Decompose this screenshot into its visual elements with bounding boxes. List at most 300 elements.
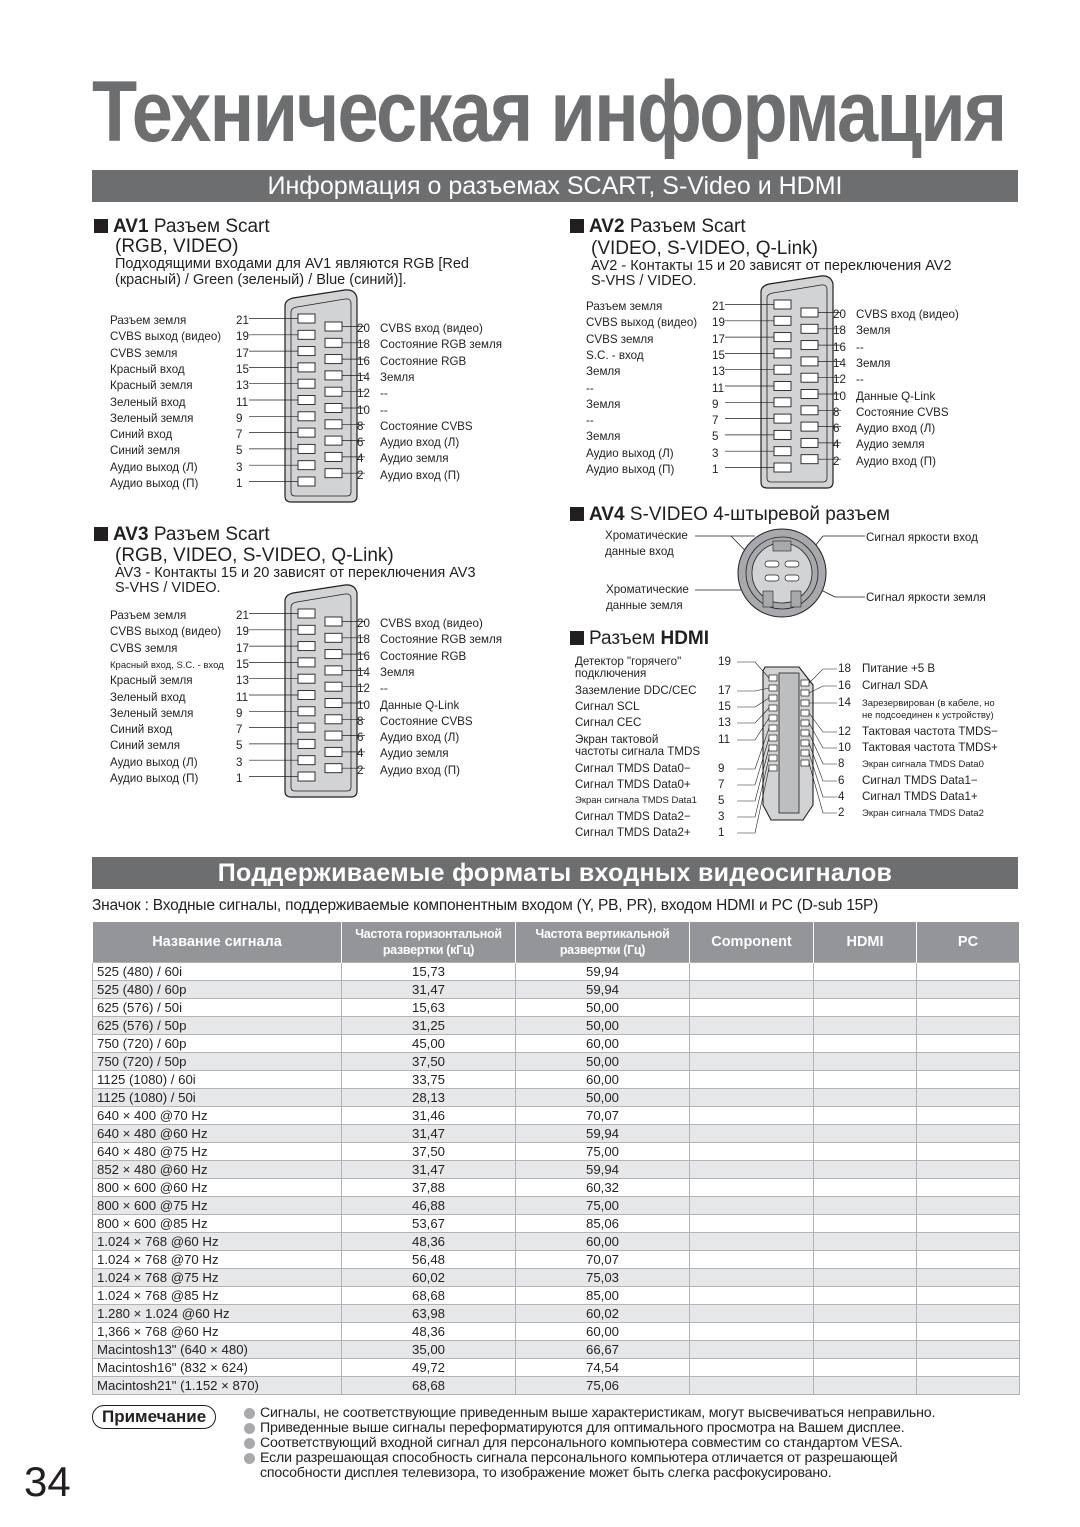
scart-pin [801, 324, 818, 333]
pin-label: Экран тактовой [575, 733, 659, 746]
scart-connector-icon [245, 288, 365, 518]
pin-number: 14 [833, 356, 846, 370]
pin-number: 11 [236, 395, 249, 409]
pin-label: CVBS земля [110, 641, 178, 655]
pin-label: Красный вход, S.C. - вход [110, 659, 224, 671]
pin-number: 10 [838, 741, 851, 754]
hdmi-cell [814, 1160, 917, 1178]
pin-label: Детектор "горячего" [575, 655, 682, 668]
pin-number: 11 [718, 733, 731, 746]
hdmi-cell [814, 1358, 917, 1376]
av3-desc-1: AV3 - Контакты 15 и 20 зависят от переключения AV3 [115, 565, 476, 581]
hdmi-pin [801, 690, 809, 696]
signal-name-cell: 625 (576) / 50p [93, 1016, 342, 1034]
pin-label: Заземление DDC/CEC [575, 684, 697, 697]
vfreq-cell: 85,00 [516, 1286, 690, 1304]
signal-name-cell: 750 (720) / 60p [93, 1034, 342, 1052]
pc-cell [917, 1088, 1020, 1106]
pin-label: -- [380, 403, 388, 417]
table-row [93, 1286, 1020, 1304]
pin-label: Аудио выход (Л) [586, 446, 674, 460]
pin-number: 6 [833, 422, 840, 436]
col-header-name: Название сигнала [93, 922, 342, 962]
scart-pin [298, 330, 315, 339]
pin-number: 18 [833, 324, 846, 338]
pc-cell [917, 1232, 1020, 1250]
scart-pin [774, 333, 791, 342]
pin-number: 8 [838, 757, 845, 770]
table-row [93, 1196, 1020, 1214]
pin-label: -- [380, 387, 388, 401]
vfreq-cell: 60,02 [516, 1304, 690, 1322]
scart-pin [298, 772, 315, 781]
hdmi-cell [814, 1070, 917, 1088]
signal-name-cell: 852 × 480 @60 Hz [93, 1160, 342, 1178]
pin-label: CVBS вход (видео) [380, 617, 483, 630]
formats-table [92, 922, 1020, 1395]
pin-label: -- [380, 682, 388, 696]
scart-pin [325, 699, 342, 708]
hdmi-pin [769, 675, 777, 681]
pin-label: CVBS выход (видео) [110, 330, 222, 344]
hdmi-cell [814, 980, 917, 998]
signal-name-cell: 800 × 600 @75 Hz [93, 1196, 342, 1214]
signal-name-cell: Macintosh13" (640 × 480) [93, 1340, 342, 1358]
pin-number: 6 [838, 774, 845, 787]
hdmi-cell [814, 1034, 917, 1052]
scart-pin [325, 436, 342, 445]
pin-number: 2 [833, 454, 840, 468]
pin-number: 19 [718, 655, 731, 668]
signal-name-cell: 1.024 × 768 @60 Hz [93, 1232, 342, 1250]
pin-number: 8 [833, 405, 840, 419]
pin-label: Зарезервирован (в кабеле, но [862, 698, 995, 709]
notes-list [244, 1406, 1024, 1481]
signal-name-cell: 1.280 × 1.024 @60 Hz [93, 1304, 342, 1322]
component-cell [690, 998, 814, 1016]
hfreq-cell: 63,98 [342, 1304, 516, 1322]
svideo-connector-icon [695, 527, 870, 617]
pin-number: 7 [712, 414, 719, 428]
square-bullet-icon [94, 527, 108, 541]
pin-label: -- [586, 381, 594, 395]
note-item: Приведенные выше сигналы переформатируются для оптимального просмотра на Вашем дисплее. [244, 1421, 1024, 1436]
pin-label: Разъем земля [110, 609, 187, 622]
table-row [93, 1322, 1020, 1340]
pc-cell [917, 1106, 1020, 1124]
pin-label: Питание +5 В [862, 662, 936, 675]
pc-cell [917, 1376, 1020, 1394]
scart-pin [325, 715, 342, 724]
square-bullet-icon [570, 507, 584, 521]
vfreq-cell: 60,00 [516, 1070, 690, 1088]
pin-label: Аудио вход (Л) [856, 422, 936, 436]
pin-label: CVBS земля [110, 346, 178, 360]
scart-pin [774, 430, 791, 439]
pin-label: Синий земля [110, 739, 181, 753]
scart-pin [298, 723, 315, 732]
pin-number: 7 [718, 778, 725, 791]
pin-number: 15 [236, 657, 249, 671]
vfreq-cell: 85,06 [516, 1214, 690, 1232]
pin-label: CVBS вход (видео) [380, 322, 483, 335]
hdmi-pin [801, 710, 809, 716]
pc-cell [917, 1340, 1020, 1358]
hfreq-cell: 48,36 [342, 1322, 516, 1340]
pin-label: Аудио земля [856, 438, 925, 452]
pin-label: Аудио земля [380, 747, 449, 761]
scart-connector-icon [721, 274, 841, 504]
hfreq-cell: 53,67 [342, 1214, 516, 1232]
vfreq-cell: 60,00 [516, 1322, 690, 1340]
pin-number: 18 [357, 338, 370, 352]
pc-cell [917, 1250, 1020, 1268]
pin-number: 6 [357, 436, 364, 450]
hfreq-cell: 48,36 [342, 1232, 516, 1250]
component-cell [690, 1232, 814, 1250]
hfreq-cell: 33,75 [342, 1070, 516, 1088]
hfreq-cell: 15,73 [342, 962, 516, 980]
pin-number: 7 [236, 723, 243, 737]
square-bullet-icon [570, 219, 584, 233]
pin-number: 9 [712, 397, 719, 411]
signal-name-cell: 525 (480) / 60i [93, 962, 342, 980]
av4-chroma-in-label-2: данные вход [605, 545, 674, 558]
av2-desc-2: S-VHS / VIDEO. [591, 273, 697, 289]
pin-label: Земля [586, 430, 621, 444]
hfreq-cell: 31,47 [342, 1160, 516, 1178]
pin-label: Зеленый вход [110, 395, 186, 409]
signal-name-cell: 640 × 480 @60 Hz [93, 1124, 342, 1142]
scart-pin [774, 447, 791, 456]
pin-leader-line [809, 669, 837, 683]
pin-label: Сигнал TMDS Data0+ [575, 778, 691, 791]
vfreq-cell: 75,03 [516, 1268, 690, 1286]
pin-label: Экран сигнала TMDS Data0 [862, 759, 984, 770]
pin-label: Состояние RGB [380, 649, 467, 663]
pin-label-cont: частоты сигнала TMDS [575, 745, 701, 758]
pin-number: 10 [357, 403, 370, 417]
table-row [93, 1016, 1020, 1034]
pin-label: Состояние CVBS [856, 405, 949, 419]
pin-number: 2 [357, 763, 364, 777]
pin-label: -- [586, 414, 594, 428]
scart-pin [325, 731, 342, 740]
pc-cell [917, 1034, 1020, 1052]
pin-label: Состояние CVBS [380, 419, 473, 433]
pin-number: 9 [236, 706, 243, 720]
pc-cell [917, 1160, 1020, 1178]
pin-label: Красный земля [110, 379, 193, 393]
vfreq-cell: 70,07 [516, 1106, 690, 1124]
scart-pin [325, 469, 342, 478]
scart-pin [298, 739, 315, 748]
pc-cell [917, 998, 1020, 1016]
hdmi-cell [814, 998, 917, 1016]
pin-number: 1 [712, 463, 719, 476]
table-row [93, 1142, 1020, 1160]
hfreq-cell: 31,47 [342, 1124, 516, 1142]
pc-cell [917, 1016, 1020, 1034]
pc-cell [917, 980, 1020, 998]
hfreq-cell: 31,46 [342, 1106, 516, 1124]
vfreq-cell: 60,32 [516, 1178, 690, 1196]
table-row [93, 980, 1020, 998]
av2-subtitle: (VIDEO, S-VIDEO, Q-Link) [591, 238, 818, 259]
pin-label: Аудио вход (Л) [380, 436, 460, 450]
scart-pin [325, 355, 342, 364]
av4-luma-in-label: Сигнал яркости вход [866, 531, 978, 544]
pin-number: 21 [236, 314, 249, 327]
hdmi-cell [814, 1196, 917, 1214]
hfreq-cell: 37,88 [342, 1178, 516, 1196]
pin-label: Экран сигнала TMDS Data2 [862, 808, 984, 819]
pin-number: 4 [838, 790, 845, 803]
vfreq-cell: 75,00 [516, 1142, 690, 1160]
pin-number: 4 [357, 747, 364, 761]
scart-pin [325, 387, 342, 396]
av4-chroma-gnd-label-2: данные земля [606, 599, 683, 612]
scart-connector-icon [245, 583, 365, 813]
scart-pin [774, 414, 791, 423]
scart-pin [774, 463, 791, 472]
signal-name-cell: 640 × 480 @75 Hz [93, 1142, 342, 1160]
pin-number: 20 [833, 308, 846, 321]
hfreq-cell: 46,88 [342, 1196, 516, 1214]
scart-pin [325, 338, 342, 347]
hfreq-cell: 35,00 [342, 1340, 516, 1358]
component-cell [690, 1268, 814, 1286]
pin-label: Аудио выход (Л) [110, 460, 198, 474]
signal-name-cell: 800 × 600 @60 Hz [93, 1178, 342, 1196]
pin-number: 16 [833, 340, 846, 354]
pin-number: 4 [833, 438, 840, 452]
pin-number: 11 [236, 690, 249, 704]
pin-number: 13 [712, 365, 725, 379]
table-row [93, 1340, 1020, 1358]
signal-name-cell: Macintosh16" (832 × 624) [93, 1358, 342, 1376]
signal-name-cell: 525 (480) / 60p [93, 980, 342, 998]
table-row [93, 1034, 1020, 1052]
component-cell [690, 1214, 814, 1232]
signal-name-cell: 1125 (1080) / 60i [93, 1070, 342, 1088]
vfreq-cell: 59,94 [516, 1160, 690, 1178]
pin-label: Тактовая частота TMDS+ [862, 741, 998, 754]
hdmi-pin [801, 740, 809, 746]
bullet-icon [244, 1453, 255, 1464]
pin-number: 21 [236, 609, 249, 622]
pc-cell [917, 1070, 1020, 1088]
table-row [93, 1106, 1020, 1124]
pin-number: 5 [718, 794, 725, 807]
hdmi-cell [814, 1250, 917, 1268]
component-cell [690, 1142, 814, 1160]
pin-label: Сигнал SDA [862, 679, 928, 692]
note-item: Соответствующий входной сигнал для персонального компьютера совместим со стандартом VESA. [244, 1436, 1024, 1451]
component-cell [690, 1160, 814, 1178]
vfreq-cell: 75,00 [516, 1196, 690, 1214]
scart-pin [325, 452, 342, 461]
col-header-hfreq: Частота горизонтальной развертки (кГц) [342, 922, 516, 962]
table-row [93, 998, 1020, 1016]
pin-number: 5 [236, 739, 243, 753]
hdmi-pin [769, 715, 777, 721]
scart-pin [298, 412, 315, 421]
pc-cell [917, 1214, 1020, 1232]
pin-label: Синий земля [110, 444, 181, 458]
hdmi-cell [814, 1304, 917, 1322]
pin-number: 4 [357, 452, 364, 466]
pin-label: Разъем земля [110, 314, 187, 327]
hfreq-cell: 15,63 [342, 998, 516, 1016]
hdmi-cell [814, 1340, 917, 1358]
vfreq-cell: 50,00 [516, 1016, 690, 1034]
scart-pin [298, 379, 315, 388]
vfreq-cell: 59,94 [516, 1124, 690, 1142]
pin-number: 17 [712, 332, 725, 346]
bullet-icon [244, 1423, 255, 1434]
scart-pin [325, 682, 342, 691]
page-title: Техническая информация [92, 64, 1006, 160]
hdmi-pin [801, 750, 809, 756]
pin-label: Разъем земля [586, 300, 663, 313]
hdmi-cell [814, 1088, 917, 1106]
pin-number: 21 [712, 300, 725, 313]
table-row [93, 1088, 1020, 1106]
pin-label: Красный вход [110, 362, 185, 376]
hdmi-pin [769, 765, 777, 771]
av1-title: AV1 Разъем Scart [94, 216, 270, 237]
table-row [93, 1214, 1020, 1232]
pin-number: 19 [236, 625, 249, 639]
scart-pin [801, 455, 818, 464]
component-cell [690, 1052, 814, 1070]
hfreq-cell: 31,25 [342, 1016, 516, 1034]
scart-pin [298, 625, 315, 634]
pin-label: Зеленый вход [110, 690, 186, 704]
hdmi-cell [814, 1142, 917, 1160]
pin-label: Данные Q-Link [380, 698, 460, 712]
scart-pin [298, 314, 315, 323]
scart-pin [801, 390, 818, 399]
scart-pin [298, 691, 315, 700]
signal-name-cell: Macintosh21" (1.152 × 870) [93, 1376, 342, 1394]
pin-number: 18 [357, 633, 370, 647]
col-header-vfreq: Частота вертикальной развертки (Гц) [516, 922, 690, 962]
pin-number: 15 [718, 700, 731, 713]
scart-pin [325, 617, 342, 626]
table-row [93, 1250, 1020, 1268]
pin-label: Состояние RGB [380, 354, 467, 368]
hfreq-cell: 37,50 [342, 1052, 516, 1070]
scart-pin [801, 406, 818, 415]
pc-cell [917, 1358, 1020, 1376]
av4-chroma-gnd-label-1: Хроматические [606, 583, 689, 596]
component-cell [690, 1106, 814, 1124]
pin-number: 3 [718, 810, 725, 823]
hdmi-pin [769, 735, 777, 741]
scart-pin [801, 341, 818, 350]
scart-pin [298, 658, 315, 667]
scart-pin [298, 396, 315, 405]
pin-label: Аудио выход (П) [110, 772, 199, 785]
pin-number: 2 [357, 468, 364, 482]
pin-number: 15 [236, 362, 249, 376]
bullet-icon [244, 1408, 255, 1419]
hfreq-cell: 68,68 [342, 1286, 516, 1304]
component-cell [690, 962, 814, 980]
scart-pin [298, 428, 315, 437]
vfreq-cell: 59,94 [516, 980, 690, 998]
scart-pin [325, 322, 342, 331]
pin-number: 9 [236, 411, 243, 425]
pin-label: Тактовая частота TMDS− [862, 725, 998, 738]
table-row [93, 1124, 1020, 1142]
signal-name-cell: 625 (576) / 50i [93, 998, 342, 1016]
scart-pin [774, 349, 791, 358]
hdmi-pin [769, 705, 777, 711]
pin-label: Аудио вход (П) [380, 468, 460, 482]
pin-label: -- [856, 340, 864, 354]
pin-number: 12 [833, 373, 846, 387]
signal-name-cell: 640 × 400 @70 Hz [93, 1106, 342, 1124]
av3-title: AV3 Разъем Scart [94, 524, 270, 545]
pin-label-cont: подключения [575, 667, 647, 680]
pin-number: 10 [833, 389, 846, 403]
pin-number: 17 [236, 641, 249, 655]
pin-number: 13 [236, 379, 249, 393]
pin-number: 12 [357, 682, 370, 696]
hfreq-cell: 68,68 [342, 1376, 516, 1394]
hdmi-cell [814, 962, 917, 980]
scart-pin [298, 477, 315, 486]
vfreq-cell: 66,67 [516, 1340, 690, 1358]
square-bullet-icon [570, 631, 584, 645]
hdmi-pin [801, 720, 809, 726]
square-bullet-icon [94, 219, 108, 233]
pc-cell [917, 1178, 1020, 1196]
scart-pin [801, 438, 818, 447]
hdmi-pin [769, 725, 777, 731]
pin-number: 14 [838, 696, 851, 709]
pin-label: Аудио выход (П) [110, 477, 199, 490]
av4-luma-gnd-label: Сигнал яркости земля [866, 591, 986, 604]
pin-number: 19 [236, 330, 249, 344]
pin-number: 7 [236, 428, 243, 442]
section-header-formats: Поддерживаемые форматы входных видеосигналов [92, 857, 1018, 889]
signal-name-cell: 1.024 × 768 @85 Hz [93, 1286, 342, 1304]
hfreq-cell: 45,00 [342, 1034, 516, 1052]
scart-pin [774, 365, 791, 374]
hdmi-pin [801, 680, 809, 686]
pin-label: Состояние RGB земля [380, 338, 503, 352]
scart-pin [298, 674, 315, 683]
av2-title: AV2 Разъем Scart [570, 216, 746, 237]
vfreq-cell: 50,00 [516, 1088, 690, 1106]
av3-desc-2: S-VHS / VIDEO. [115, 580, 221, 596]
pin-label: Зеленый земля [110, 706, 194, 720]
signal-name-cell: 800 × 600 @85 Hz [93, 1214, 342, 1232]
hdmi-pin [801, 730, 809, 736]
table-row [93, 1160, 1020, 1178]
scart-pin [774, 398, 791, 407]
vfreq-cell: 59,94 [516, 962, 690, 980]
pin-number: 20 [357, 322, 370, 335]
pin-label: Сигнал TMDS Data0− [575, 762, 691, 775]
pin-label: Данные Q-Link [856, 389, 936, 403]
pin-label: Экран сигнала TMDS Data1 [575, 795, 697, 806]
scart-pin [801, 308, 818, 317]
